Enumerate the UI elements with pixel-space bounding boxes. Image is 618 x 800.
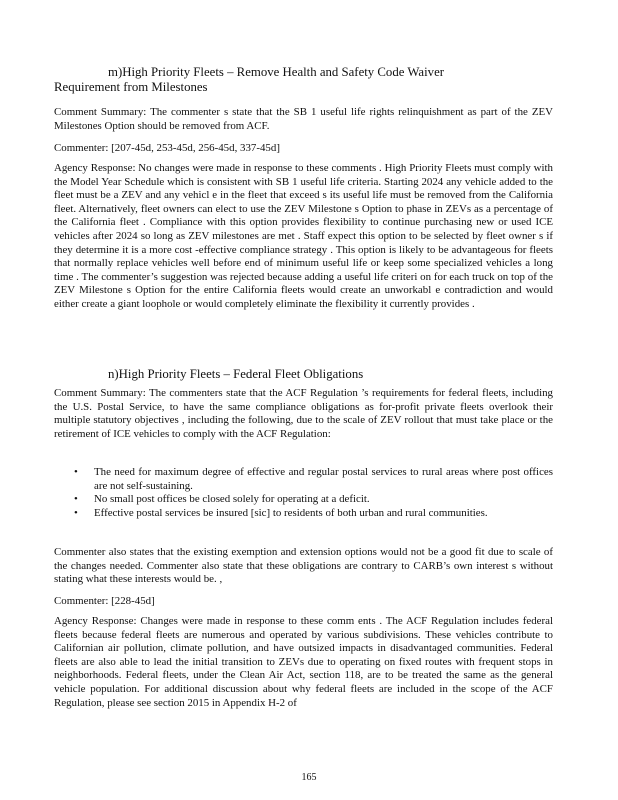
list-item bbox=[54, 507, 553, 521]
section-m-heading bbox=[108, 65, 508, 80]
list-item bbox=[54, 466, 553, 493]
section-n-commenter-note: Commenter also states that the existing exemption and extension options would not be a good fit due to scale of the changes needed. Commenter also state that these obligations are contrary to CARB’s own interest s without stating what these interests would be. , bbox=[54, 546, 553, 586]
section-m-agency-response: Agency Response: No changes were made in response to these comments . High Priority Fleets must comply with the Model Year Schedule which is consistent with SB 1 useful life criteria. Starting 2024 any vehicle added to the fleet must be a ZEV and any vehicl e in the fleet that exceed s its useful life must be removed from the California fleet. Alternatively, fleet owners can elect to use the ZEV Milestone s Option to phase in ZEVs as a percentage of the California fleet . Compliance with this option provides flexibility to continue purchasing new or used ICE vehicles after 2024 so long as ZEV milestones are met . Staff expect this option to be selected by fleet owner s if they determine it is a more cost -effective compliance strategy . This option is likely to be advantageous for fleets that normally replace vehicles well before end of minimum useful life or keep some specialized vehicles a long time . The commenter’s suggestion was rejected because adding a useful life criteri on for each truck on top of the ZEV Milestone s Option for the entire California fleets would create an unworkabl e contradiction and would either create a giant loophole or would completely eliminate the flexibility it currently provides . bbox=[54, 162, 553, 310]
page-number: 165 bbox=[301, 772, 317, 783]
section-n-commenter: Commenter: [228-45d] bbox=[54, 595, 155, 607]
section-m-comment-summary: Comment Summary: The commenter s state that the SB 1 useful life rights relinquishment as part of the ZEV Milestones Option should be removed from ACF. bbox=[54, 106, 553, 132]
bullet-icon: • bbox=[74, 466, 78, 478]
list-item bbox=[54, 493, 553, 507]
section-n-heading-text: n)High Priority Fleets – Federal Fleet Obligations bbox=[108, 367, 364, 381]
section-n-comment-summary: Comment Summary: The commenters state that the ACF Regulation ’s requirements for federal fleets, including the U.S. Postal Service, to have the same compliance obligations as for-profit private fleets overlook their multiple statutory objectives , including the following, due to the scale of ZEV rollout that must take place or the retirement of ICE vehicles to comply with the ACF Regulation: bbox=[54, 387, 553, 440]
list-item-text: No small post offices be closed solely for operating at a deficit. bbox=[94, 493, 370, 506]
bullet-icon: • bbox=[74, 493, 78, 506]
section-m-commenter: Commenter: [207-45d, 253-45d, 256-45d, 337-45d] bbox=[54, 142, 280, 154]
obligations-list bbox=[54, 466, 553, 520]
section-n-agency-response: Agency Response: Changes were made in response to these comm ents . The ACF Regulation includes federal fleets because federal fleets are numerous and operated by various subdivisions. These vehicles contribute to Californian air pollution, climate pollution, and have outsized impacts in disadvantaged communities. Federal fleets are also able to lead the initial transition to ZEVs due to operating on fixed routes with frequent stops in neighborhoods. Federal fleets, under the Clean Air Act, section 118, are to be treated the same as the general vehicle population. For additional discussion about why federal fleets are included in the scope of the ACF Regulation, please see section 2015 in Appendix H-2 of bbox=[54, 615, 553, 709]
section-m-heading-line2: Requirement from Milestones bbox=[54, 80, 208, 94]
bullet-icon: • bbox=[74, 506, 78, 519]
section-m-heading-line1: m)High Priority Fleets – Remove Health and Safety Code Waiver bbox=[108, 65, 445, 79]
list-item-text: The need for maximum degree of effective and regular postal services to rural areas where post offices are not self-sustaining. bbox=[94, 466, 553, 492]
section-m-heading-continued bbox=[54, 80, 354, 95]
list-item-text: Effective postal services be insured [sic] to residents of both urban and rural communities. bbox=[94, 506, 488, 519]
section-n-heading bbox=[108, 367, 428, 382]
